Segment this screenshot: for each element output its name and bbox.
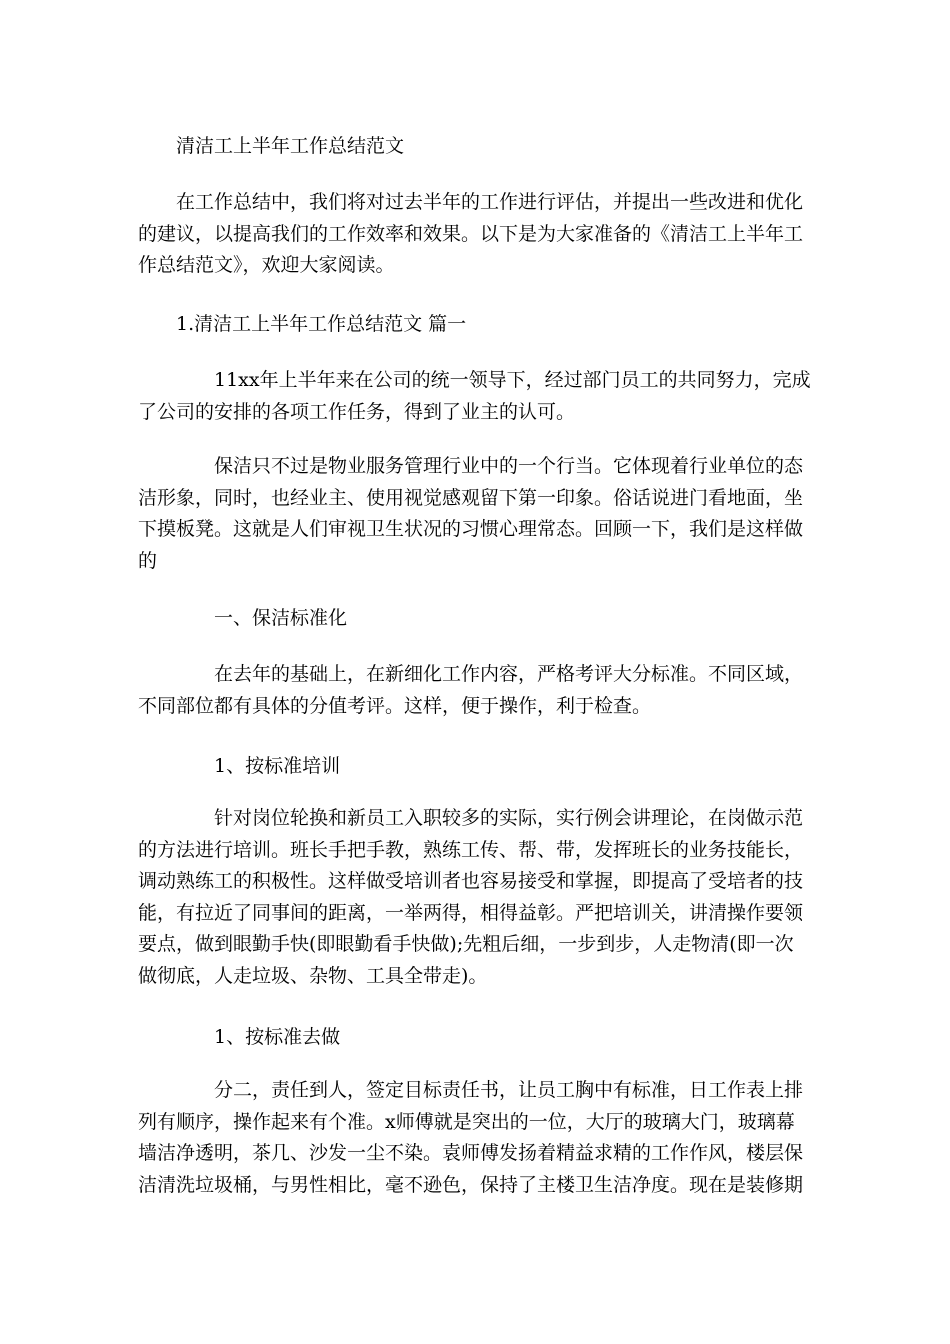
subheading-training: 1、按标准培训 [214, 755, 341, 777]
body-paragraph-4: 针对岗位轮换和新员工入职较多的实际，实行例会讲理论，在岗做示范的方法进行培训。班长手把手教，熟练工传、帮、带，发挥班长的业务技能长，调动熟练工的积极性。这样做受培训者也容易接受和掌握，即提高了受培者的技能，有拉近了同事间的距离，一举两得，相得益彰。严把培训关，讲清操作要领要点，做到眼勤手快(即眼勤看手快做);先粗后细，一步到步，人走物清(即一次做彻底，人走垃圾、杂物、工具全带走)。 [138, 807, 804, 987]
intro-paragraph: 在工作总结中，我们将对过去半年的工作进行评估，并提出一些改进和优化的建议，以提高我们的工作效率和效果。以下是为大家准备的《清洁工上半年工作总结范文》，欢迎大家阅读。 [138, 191, 804, 276]
body-paragraph-5: 分二，责任到人，签定目标责任书，让员工胸中有标准，日工作表上排列有顺序，操作起来有个准。x师傅就是突出的一位，大厅的玻璃大门，玻璃幕墙洁净透明，茶几、沙发一尘不染。袁师傅发扬着精益求精的工作作风，楼层保洁清洗垃圾桶，与男性相比，毫不逊色，保持了主楼卫生洁净度。现在是装修期 [138, 1079, 804, 1196]
section-heading: 1.清洁工上半年工作总结范文 篇一 [176, 313, 467, 335]
body-paragraph-2: 保洁只不过是物业服务管理行业中的一个行当。它体现着行业单位的态洁形象，同时，也经业主、使用视觉感观留下第一印象。俗话说进门看地面，坐下摸板凳。这就是人们审视卫生状况的习惯心理常态。回顾一下，我们是这样做的 [138, 455, 804, 572]
document-title: 清洁工上半年工作总结范文 [176, 135, 405, 157]
body-paragraph-1: 11xx年上半年来在公司的统一领导下，经过部门员工的共同努力，完成了公司的安排的各项工作任务，得到了业主的认可。 [138, 369, 811, 423]
subheading-standardization: 一、保洁标准化 [214, 607, 348, 629]
body-paragraph-3: 在去年的基础上，在新细化工作内容，严格考评大分标准。不同区域，不同部位都有具体的分值考评。这样，便于操作，利于检查。 [138, 663, 804, 717]
subheading-execution: 1、按标准去做 [214, 1026, 341, 1048]
